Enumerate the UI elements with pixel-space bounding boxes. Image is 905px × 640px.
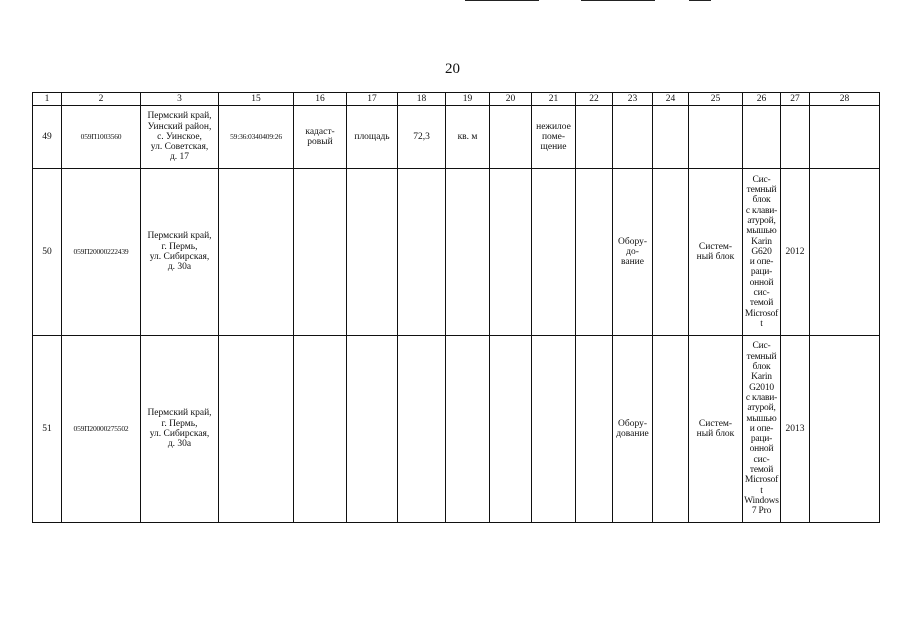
- cell-line: Karin: [751, 236, 772, 247]
- registry-number-cell: 059П20000222439: [62, 169, 141, 336]
- col26-cell: [743, 106, 781, 169]
- address-cell: [141, 336, 219, 523]
- registry-number-cell: 059П1003560: [62, 106, 141, 169]
- col23-cell: [613, 169, 653, 336]
- cell-line: G2010: [749, 382, 774, 393]
- top-edge-mark-3: [689, 0, 711, 1]
- col24-cell: [653, 336, 689, 523]
- cell-line: г. Пермь,: [161, 241, 198, 252]
- registry-table: [32, 92, 880, 523]
- col27-cell: [781, 106, 810, 169]
- registry-number-cell: 059П20000275502: [62, 336, 141, 523]
- col28-cell: [810, 169, 880, 336]
- cell-line: Пермский край,: [147, 231, 212, 242]
- col24-cell: [653, 106, 689, 169]
- cell-line: поме-: [541, 131, 566, 142]
- cell-line: темой: [749, 298, 774, 309]
- column-header-3: 3: [141, 93, 219, 106]
- col20-cell: [490, 336, 532, 523]
- cell-line: Windows: [744, 495, 779, 506]
- col27-cell: 2012: [781, 169, 810, 336]
- cell-line: и опе-: [749, 423, 774, 434]
- cell-line: темный: [746, 185, 777, 196]
- column-header-28: 28: [810, 93, 880, 106]
- cell-line: темный: [746, 351, 777, 362]
- top-edge-mark-1: [465, 0, 539, 1]
- col25-cell: [689, 336, 743, 523]
- column-header-16: 16: [294, 93, 347, 106]
- cell-line: Обору-: [618, 418, 647, 429]
- col21-cell: [532, 336, 576, 523]
- cell-line: ровый: [307, 137, 333, 147]
- cell-line: атурой,: [747, 215, 776, 226]
- cell-line: блок: [752, 195, 771, 206]
- table-row: [33, 336, 880, 523]
- col24-cell: [653, 169, 689, 336]
- cell-line: мышью: [746, 413, 777, 424]
- cell-line: до-: [626, 246, 639, 257]
- col19-cell: [446, 169, 490, 336]
- col28-cell: [810, 336, 880, 523]
- cell-line: с клави-: [745, 392, 778, 403]
- cell-line: нежилое: [536, 121, 571, 132]
- cell-line: Пермский край,: [147, 408, 212, 419]
- cell-line: и опе-: [749, 257, 774, 268]
- column-header-24: 24: [653, 93, 689, 106]
- column-header-2: 2: [62, 93, 141, 106]
- column-header-25: 25: [689, 93, 743, 106]
- cell-line: дование: [616, 429, 649, 439]
- col18-cell: 72,3: [398, 106, 446, 169]
- column-header-26: 26: [743, 93, 781, 106]
- col19-cell: [446, 336, 490, 523]
- address-cell: [141, 106, 219, 169]
- table-row: [33, 169, 880, 336]
- cadastral-number-cell: [219, 336, 294, 523]
- cell-line: Microsoft: [744, 475, 779, 496]
- cell-line: сис-: [753, 454, 770, 465]
- cell-line: сис-: [753, 288, 770, 299]
- cell-line: ул. Советская,: [150, 142, 209, 153]
- page-number: 20: [445, 61, 460, 77]
- column-header-1: 1: [33, 93, 62, 106]
- cell-line: онной: [749, 277, 774, 288]
- col28-cell: [810, 106, 880, 169]
- column-header-15: 15: [219, 93, 294, 106]
- address-cell: [141, 169, 219, 336]
- col17-cell: [347, 169, 398, 336]
- cell-line: г. Пермь,: [161, 418, 198, 429]
- column-header-22: 22: [576, 93, 613, 106]
- col19-cell: кв. м: [446, 106, 490, 169]
- cell-line: мышью: [746, 226, 777, 237]
- cell-line: Систем-: [698, 241, 733, 252]
- col23-cell: [613, 106, 653, 169]
- cell-line: атурой,: [747, 403, 776, 414]
- col27-cell: 2013: [781, 336, 810, 523]
- cell-line: ул. Сибирская,: [149, 252, 210, 262]
- column-header-17: 17: [347, 93, 398, 106]
- cell-line: щение: [540, 142, 567, 153]
- cadastral-number-cell: 59:36:0340409:26: [219, 106, 294, 169]
- cell-line: Пермский край,: [147, 111, 212, 122]
- cell-line: Уинский район,: [147, 121, 212, 132]
- cell-line: Обору-: [618, 236, 647, 247]
- cadastral-number-cell: [219, 169, 294, 336]
- column-header-27: 27: [781, 93, 810, 106]
- cell-line: Сис-: [752, 341, 771, 352]
- cell-line: д. 17: [169, 152, 190, 163]
- row-number-cell: 51: [33, 336, 62, 523]
- header-row: [33, 93, 880, 106]
- cell-line: блок: [752, 362, 771, 373]
- cell-line: ный блок: [696, 252, 735, 262]
- col18-cell: [398, 336, 446, 523]
- cell-line: вание: [621, 257, 644, 268]
- col16-cell: [294, 336, 347, 523]
- cell-line: раци-: [750, 267, 773, 278]
- row-number-cell: 49: [33, 106, 62, 169]
- column-header-20: 20: [490, 93, 532, 106]
- cell-line: темой: [749, 465, 774, 476]
- cell-line: д. 30а: [167, 439, 192, 450]
- col20-cell: [490, 169, 532, 336]
- column-header-23: 23: [613, 93, 653, 106]
- cell-line: Karin: [751, 372, 772, 383]
- table-row: [33, 106, 880, 169]
- col21-cell: [532, 169, 576, 336]
- cell-line: онной: [749, 444, 774, 455]
- col22-cell: [576, 336, 613, 523]
- col18-cell: [398, 169, 446, 336]
- col17-cell: [347, 336, 398, 523]
- column-header-18: 18: [398, 93, 446, 106]
- top-edge-mark-2: [581, 0, 655, 1]
- row-number-cell: 50: [33, 169, 62, 336]
- cell-line: Систем-: [698, 418, 733, 429]
- col16-cell: [294, 106, 347, 169]
- cell-line: кадаст-: [305, 126, 335, 137]
- col26-cell: [743, 336, 781, 523]
- cell-line: 7 Pro: [751, 506, 772, 517]
- cell-line: с. Уинское,: [157, 131, 202, 142]
- col22-cell: [576, 106, 613, 169]
- column-header-19: 19: [446, 93, 490, 106]
- col21-cell: [532, 106, 576, 169]
- col20-cell: [490, 106, 532, 169]
- cell-line: Microsoft: [744, 308, 779, 329]
- col22-cell: [576, 169, 613, 336]
- cell-line: д. 30а: [167, 262, 192, 273]
- col23-cell: [613, 336, 653, 523]
- col16-cell: [294, 169, 347, 336]
- cell-line: ул. Сибирская,: [149, 429, 210, 439]
- cell-line: с клави-: [745, 205, 778, 216]
- cell-line: раци-: [750, 434, 773, 445]
- col26-cell: [743, 169, 781, 336]
- cell-line: ный блок: [696, 429, 735, 439]
- col25-cell: [689, 169, 743, 336]
- col25-cell: [689, 106, 743, 169]
- cell-line: Сис-: [752, 174, 771, 185]
- cell-line: G620: [751, 246, 772, 257]
- column-header-21: 21: [532, 93, 576, 106]
- col17-cell: площадь: [347, 106, 398, 169]
